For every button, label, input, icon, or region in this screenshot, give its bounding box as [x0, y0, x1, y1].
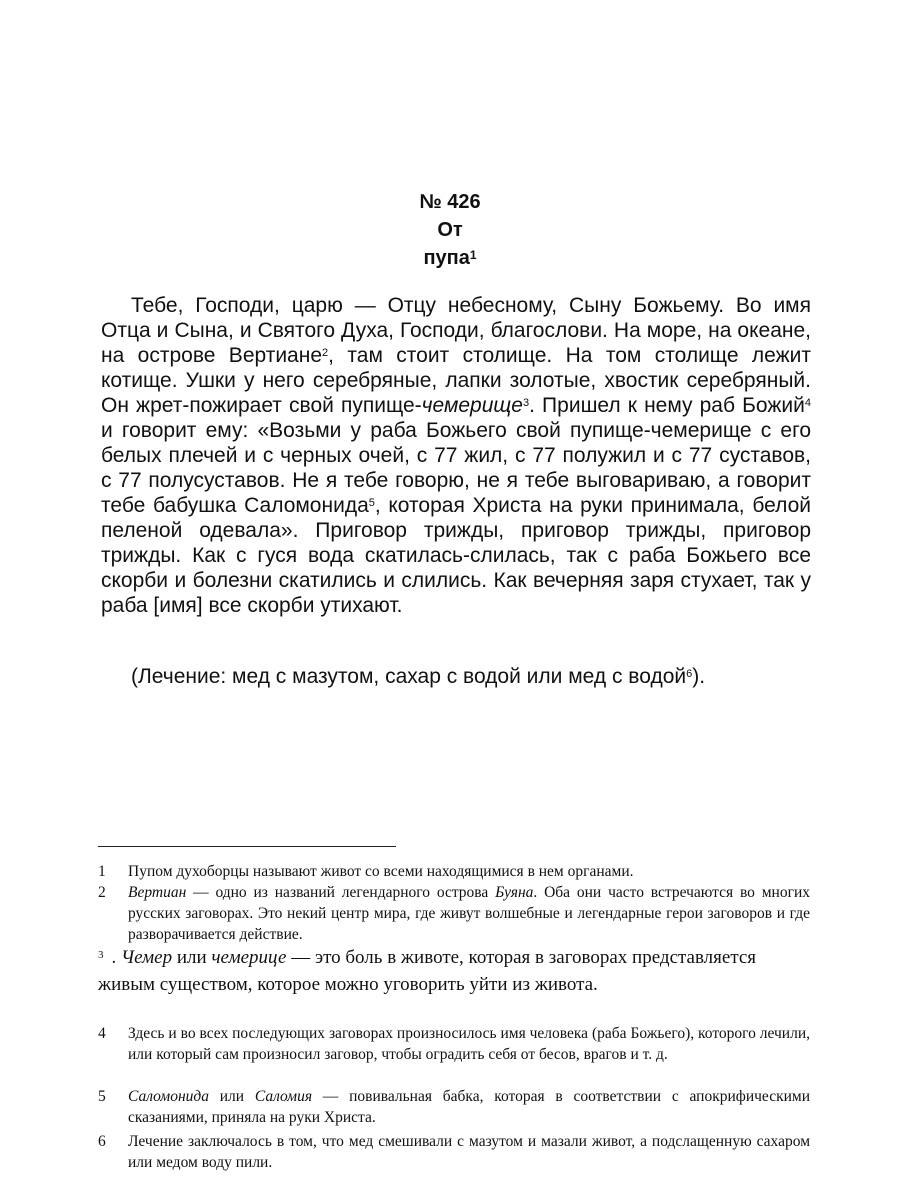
footnote-term: Вертиан — [128, 884, 187, 901]
footnote-text-part: — одно из названий легендарного острова — [186, 884, 496, 901]
footnote-term: Саломонида — [128, 1088, 209, 1105]
footnote-text-part: . — [111, 947, 121, 968]
footnote-5 — [98, 1086, 810, 1128]
footnote-separator — [98, 846, 396, 847]
footnote-ref-3[interactable]: 3 — [522, 397, 530, 409]
footnote-term: Буяна — [495, 884, 534, 901]
footnote-text: Здесь и во всех последующих заговорах произносилось имя человека (раба Божьего), которого лечили, или который сам произносил заговор, чтобы оградить себя от бесов, врагов и т. д. — [128, 1025, 810, 1063]
footnote-ref-6[interactable]: 6 — [686, 668, 693, 680]
footnote-number: 4 — [98, 1025, 106, 1042]
footnote-4 — [98, 1023, 810, 1065]
body-part-4: и говорит ему: «Возьми у раба Божьего свой пупище-чемерище с его белых плечей и с черных очей, с 77 жил, с 77 полужил и с 77 суставов, с 77 полусуставов. Не я тебе говорю, не я тебе выговариваю, а говорит тебе бабушка Саломонида — [101, 419, 811, 517]
footnote-text-part: . Оба они часто встречаются во многих русских заговорах. Это некий центр мира, где живут волшебные и легендарные герои заговоров и где разворачивается действие. — [128, 884, 810, 943]
footnote-ref-4[interactable]: 4 — [804, 397, 811, 409]
footnote-1 — [98, 861, 810, 882]
footnote-2 — [98, 882, 810, 945]
footnote-text-part: или — [172, 947, 212, 968]
footnote-text-part: или — [208, 1088, 255, 1105]
footnote-term: Чемер — [121, 947, 173, 968]
footnote-ref-5[interactable]: 5 — [368, 497, 375, 509]
charm-number: № 426 — [419, 191, 481, 213]
treatment-end: ). — [692, 665, 706, 688]
footnote-number: 1 — [98, 863, 106, 880]
treatment-text: (Лечение: мед с мазутом, сахар с водой или мед с водой — [131, 665, 687, 688]
footnote-text-part: — это боль в животе, которая в заговорах представляется живым существом, которое можно уговорить уйти из живота. — [98, 947, 757, 995]
charm-title-line-2 — [0, 244, 900, 272]
charm-body — [101, 293, 811, 618]
footnote-term: чемерице — [211, 947, 287, 968]
footnote-text — [128, 882, 810, 945]
body-part-2: , там стоит столище. На том столище лежит котище. Ушки у него серебряные, лапки золотые, хвостик серебряный. Он жрет-пожирает свой пупище- — [101, 344, 811, 417]
footnote-text — [128, 1086, 810, 1128]
heading — [0, 188, 900, 272]
body-part-5: , которая Христа на руки принимала, белой пеленой одевала». Приговор трижды, приговор трижды, приговор трижды. Как с гуся вода скатилась-слилась, так с раба Божьего все скорби и болезни скатились и слились. Как вечерняя заря стухает, так у раба [имя] все скорби утихают. — [101, 494, 811, 617]
treatment-note — [131, 664, 811, 689]
footnote-term: Саломия — [254, 1088, 313, 1105]
footnote-number: 2 — [98, 884, 106, 901]
footnote-text: Пупом духоборцы называют живот со всеми находящимися в нем органами. — [128, 863, 634, 880]
footnote-number: 6 — [98, 1133, 106, 1150]
body-part-3: . Пришел к нему раб Божий — [529, 394, 805, 417]
footnote-text: Лечение заключалось в том, что мед смешивали с мазутом и мазали живот, а подслащенную сахаром или медом воду пили. — [128, 1133, 810, 1171]
footnote-6 — [98, 1131, 810, 1173]
footnote-text-part: — повивальная бабка, которая в соответствии с апокрифическими сказаниями, приняла на руки Христа. — [128, 1088, 811, 1126]
footnote-number: 3 — [98, 949, 104, 961]
footnote-ref-1[interactable]: 1 — [469, 248, 477, 262]
charm-title-line-1: От — [437, 219, 463, 241]
charm-title-text: пупа — [423, 247, 470, 269]
footnote-number: 5 — [98, 1088, 106, 1105]
footnote-ref-2[interactable]: 2 — [322, 347, 329, 359]
body-part-1: Тебе, Господи, царю — Отцу небесному, Сыну Божьему. Во имя Отца и Сына, и Святого Духа, Господи, благослови. На море, на океане, на острове Вертиане — [101, 294, 811, 367]
footnote-3 — [98, 944, 810, 998]
body-italic-term: чемерище — [421, 394, 523, 417]
